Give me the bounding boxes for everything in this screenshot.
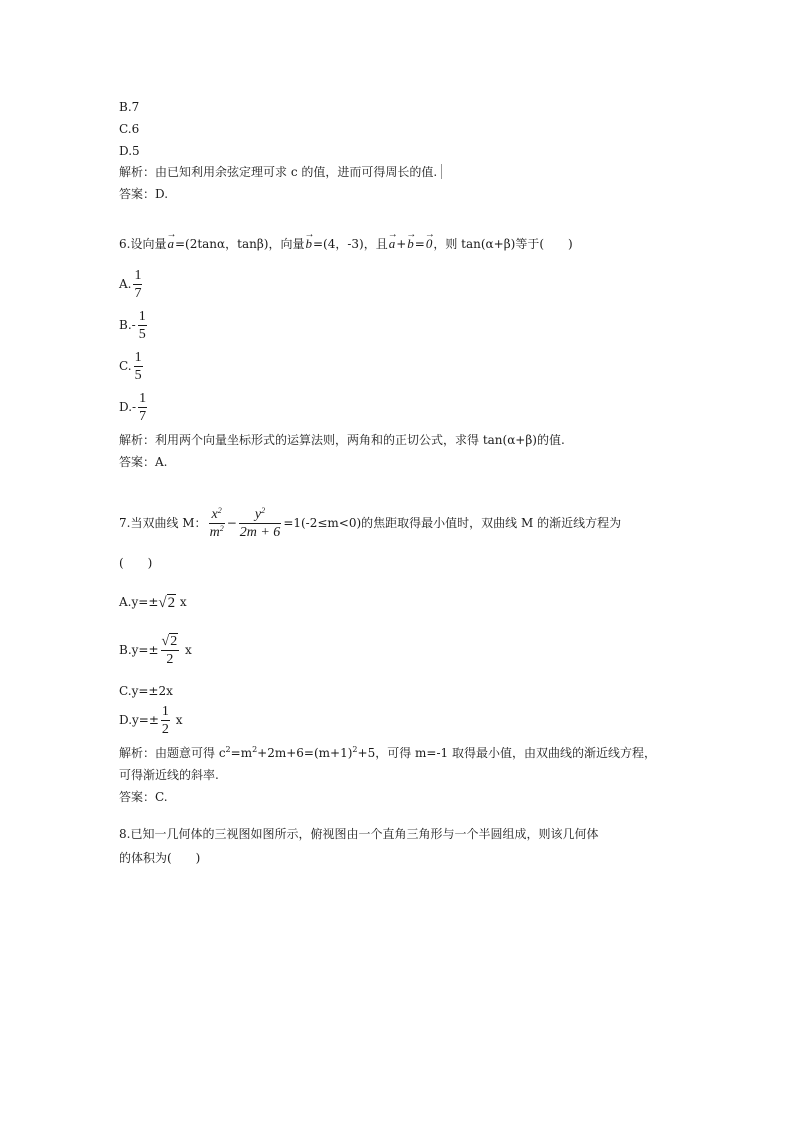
zero-vector: → 0 [426,236,433,252]
radicand: 2 [167,594,176,611]
q6-stem-part1: 6.设向量 [119,237,167,251]
sqrt-symbol: √2 [161,634,178,650]
q6-option-a [119,266,144,302]
q6-stem [119,236,573,252]
q6-plus: + [396,237,407,251]
vector-b-2: → b [407,236,414,252]
q8-stem-line1: 8.已知一几何体的三视图如图所示，俯视图由一个直角三角形与一个半圆组成，则该几何体 [119,827,599,841]
numerator: 1 [161,704,169,719]
q8-stem-line2: 的体积为( ) [119,851,201,865]
vector-b: → b [305,236,312,252]
q7-option-b-pre: B.y=± [119,643,159,657]
denominator: 2m + 6 [239,525,281,540]
numerator: 1 [138,309,146,324]
q7-option-b-post: x [181,643,192,657]
q6-option-d-label: D.- [119,400,137,414]
q6-stem-part2: =(2tanα，tanβ)，向量 [174,237,305,251]
fraction [134,349,143,384]
denominator: 2 [161,722,169,737]
q6-stem-part3: =(4，-3)，且 [312,237,388,251]
q6-option-b [119,307,149,343]
q6-option-d [119,389,149,425]
numerator: 1 [139,391,147,406]
q7-option-d-post: x [171,713,183,727]
fraction [133,267,142,302]
numerator: 1 [134,268,142,283]
q6-equals: = [414,237,425,251]
vector-a-2: → a [389,236,396,252]
q7-paren: ( ) [119,556,153,570]
numerator [161,633,180,651]
numerator: $x^2$ [209,506,225,524]
denominator: $m^2$ [209,524,224,540]
q6-answer: 答案：A. [119,455,168,469]
q5-analysis-text: 解析：由已知利用余弦定理可求 c 的值，进而可得周长的值. [119,165,438,179]
fraction-sqrt2-2 [161,633,180,668]
q7-analysis-line2: 可得渐近线的斜率. [119,768,219,782]
denominator: 7 [134,286,142,301]
q5-answer: 答案：D. [119,187,169,201]
q7-option-d-pre: D.y=± [119,713,159,727]
fraction-x2-m2 [209,506,225,541]
q6-option-a-label: A. [119,277,132,291]
q6-stem-part4: ，则 tan(α+β)等于( ) [433,237,573,251]
q7-analysis-line1: 解析：由题意可得 $c^2=m^2+2m+6=(m+1)^2+5$，可得 m=-1 取得最小值，由双曲线的渐近线方程， [119,745,656,760]
q5-option-d: D.5 [119,144,140,158]
q7-answer: 答案：C. [119,790,168,804]
q7-option-c: C.y=±2x [119,684,173,698]
fraction [138,308,147,343]
q7-option-a [119,590,187,615]
q7-option-a-post: x [176,595,187,609]
denominator: 2 [166,652,174,668]
fraction [138,390,147,425]
q7-stem-part1: 7.当双曲线 M： [119,516,207,530]
denominator: 5 [138,327,146,342]
q5-option-c: C.6 [119,122,140,136]
vector-a: → a [167,236,174,252]
q7-option-a-pre: A.y=± [119,595,159,609]
numerator: 1 [134,350,142,365]
q6-analysis: 解析：利用两个向量坐标形式的运算法则，两角和的正切公式，求得 tan(α+β)的值. [119,433,565,447]
q7-option-d [119,702,183,738]
q7-stem [119,503,621,543]
q6-option-c [119,348,145,384]
numerator: $y^2$ [239,506,282,524]
q7-stem-part2: =1(-2≤m<0)的焦距取得最小值时，双曲线 M 的渐近线方程为 [283,516,622,530]
q5-option-b: B.7 [119,100,140,114]
denominator: 7 [139,409,147,424]
q6-option-b-label: B.- [119,318,136,332]
fraction [161,703,170,738]
text-cursor [441,164,442,179]
fraction-y2-2m6 [239,506,282,541]
sqrt-symbol: √2 [158,594,176,611]
q7-option-b [119,628,192,672]
denominator: 5 [134,368,142,383]
q6-option-c-label: C. [119,359,132,373]
minus-sign: − [226,516,237,530]
q5-analysis [119,164,442,180]
radicand: 2 [170,634,178,650]
